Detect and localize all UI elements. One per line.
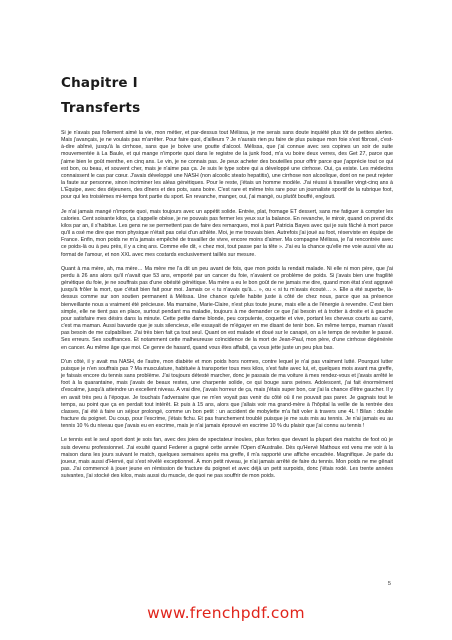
paragraph: Quant à ma mère, ah, ma mère… Ma mère me l'a dit un peu avant de fois, que mon poids la rendait malade. Ni elle ni mon père, que j'ai perdu à 26 ans alors qu'il n'avait que 53 ans, emporté par un cancer du foie, n'avaient ce problème de poids. Si j'avais bien une fragilité génétique du foie, je ne souffrais pas d'une obésité génétique. Ma mère a eu le bon goût de ne jamais me dire, quand mon état s'est aggravé jusqu'à frôler la mort, que c'était bien fait pour moi. Jamais ce « tu n'avais qu'à… », ou « si tu m'avais écouté… ». Elle a été superbe, là-dessus comme sur son soutien permanent à Mélissa. Une chance qu'elle habite juste à côté de chez nous, parce que sa présence bienveillante nous a vraiment été précieuse. Ma marraine, Marie-Claire, n'est plus toute jeune, mais elle a de l'énergie à revendre. C'est bien simple, elle ne tient pas en place, surtout pendant ma maladie, toujours à me demander ce que j'ai besoin et à trotter à droite et à gauche pour satisfaire mes désirs dans la minute. Cette petite dame blonde, peu corpulente, coquette et vive, portant les cheveux courts au carré, c'est ma maman. Aussi bavarde que je suis silencieux, elle essayait de m'égayer en me disant de tenir bon. En même temps, maman n'avait pas besoin de me culpabiliser. J'ai très bien fait ça tout seul. Quant on est malade et doué sur le canapé, on a le temps de revisiter le passé. Ses erreurs. Ses souffrances. Et notamment cette malheureuse coïncidence de la mort de Jean-Paul, mon père, d'une cirrhose dégénérée en cancer. Au même âge que moi. Ce genre de hasard, quand vous êtes affaibli, ça vous jette juste un peu plus bas. [61,265,393,351]
body-text [61,130,393,488]
chapter-title: Transferts [61,100,141,116]
page-number: 5 [387,581,391,587]
paragraph: Si je n'avais pas follement aimé la vie, mon métier, et par-dessus tout Mélissa, je me serais sans doute inquiété plus tôt de petites alertes. Mais j'avançais, je ne voulais pas m'arrêter. Pour faire quoi, d'ailleurs ? Je n'aurais rien pu faire de plus puisque mon foie s'est fibrosé, c'est-à-dire abîmé, jusqu'à la cirrhose, sans que je boive une goutte d'alcool. Mélissa, que j'ai connue avec ses copines un soir de suite mouvementée à La Baule, et qui mange n'importe quoi dans le registre de la junk food, m'a vu boire deux verres, des Get 27, parce que j'aime bien le goût menthe, en cinq ans. Le vin, je ne connais pas. Je peux acheter des bouteilles pour offrir parce que j'apprécie tout ce qui est bon, ou beau, et souvent cher, mais je n'aime pas ça. Je suis le type sobre qui a développé une cirrhose. Oui, ça existe. Les médecins connaissent le cas par cœur. J'avais développé une NASH (non alcoolic steato hepatitis), une cirrhose non alcoolique, dont on ne peut rejeter la faute sur personne, sinon incriminer les aléas génétiques. Pour le reste, j'étais un homme modèle. J'ai réussi à travailler vingt-cinq ans à L'Équipe, avec des déjeuners, des dîners et des pots, sans boire. C'est rare et même très rare pour un journaliste sportif de la rubrique foot, pour qui les troisièmes mi-temps font partie du sport. En revanche, manger, oui, j'ai mangé, ou plutôt bouffé, englouti. [61,130,393,201]
chapter-label: Chapitre I [61,75,138,91]
paragraph: D'un côté, il y avait ma NASH, de l'autre, mon diabète et mon poids hors normes, contre lequel je n'ai pas vraiment lutté. Pourquoi lutter puisque je n'en souffrais pas ? Ma musculature, habituée à transporter tous mes kilos, s'est faite avec lui, et, quelques mois avant ma greffe, je faisais encore du tennis sans problème. J'ai toujours détesté marcher, donc je passais de ma voiture à mes rendez-vous et j'avais arrêté le foot à la quarantaine, mais j'avais de beaux restes, une charpente solide, ce qui bouge sans peines. Adolescent, j'ai fait énormément d'escalme, jusqu'à atteindre un excellent niveau. A vrai dire, j'avais horreur de ça, mais j'étais super bon, car j'ai la chance d'être gaucher. Il y en avait très peu à l'époque. Je touchais l'adversaire que ne m'en voyait pas venir du côté où il ne pouvait pas parer. Je gagnais tout le temps, au point que ça en perdait tout intérêt. Et puis à 15 ans, alors que j'allais voir ma grand-mère à l'hôpital la veille de la rentrée des classes, j'ai été à faire un séjour prolongé, comme un bon petit : un accident de mobylette m'a fait voler à travers une 4L ! Bilan : double fracture du poignet. Du coup, pour l'escrime, j'étais fichu. Et pas franchement troublé puisque je me suis mis au tennis. Je n'ai jamais eu au tennis 10 % du niveau que j'avais eu en escrime, mais je n'ai jamais éprouvé en escrime 10 % du plaisir que j'ai connu au tennis ! [61,358,393,430]
paragraph: Je n'ai jamais mangé n'importe quoi, mais toujours avec un appétit solide. Entrée, plat, fromage ET dessert, sans me fatiguer à compter les calories. Cent soixante kilos, ça s'appelle obèse, je ne pouvais pas fermer les yeux sur la balance. En revanche, le miroir, quand on prend dix kilos par an, il s'habitue. Les gens ne se permettent pas de faire des remarques, moi à part Patricia Bayes avec qui je suis fâché à mort parce qu'il a osé me dire que mon physique n'était pas celui d'un athlète. Moi, je me trouvais bien. Autrefois j'ai joué au foot, réserviste en équipe de France. Enfin, mon poids ne m'a jamais empêché de travailler de vivre, encore moins d'aimer. Ma compagne Mélissa, je l'ai rencontrée avec ce poids-là ou à peu près, il y a cinq ans. Comme elle dit, « chez moi, tout passe par la tête ». J'ai eu la chance qu'elle me voie aussi vite au format de l'amour, et non XXL avec mes costards exclusivement taillés sur mesure. [61,208,393,258]
footer-watermark-link[interactable]: www.frenchpdf.com [147,604,305,622]
paragraph: Le tennis est le seul sport dont je sois fan, avec des joies de spectateur inouïes, plus fortes que devant la plupart des matchs de foot où je suis devenu professionnel. J'ai exulté quand Federer a gagné cette année l'Open d'Australie. Dès qu'Hervé Mathoux est venu me voir à la maison dans les jours suivant le match, quelques semaines après ma greffe, il m'a rapporté une affiche encadrée. Magnifique. Je parle du joueur, mais aussi d'Hervé, qui s'est révélé exceptionnel. À mon petit niveau, je n'ai jamais arrêté de faire du tennis. Mon poids ne me gênait pas. J'ai commencé à jouer jeune en rémission de fracture du poignet et avec déjà un petit surpoids, donc j'étais rodé. Les trente années suivantes, j'ai stocké des kilos, mais aussi du muscle, de quoi ne pas souffrir de mon poids. [61,437,393,480]
